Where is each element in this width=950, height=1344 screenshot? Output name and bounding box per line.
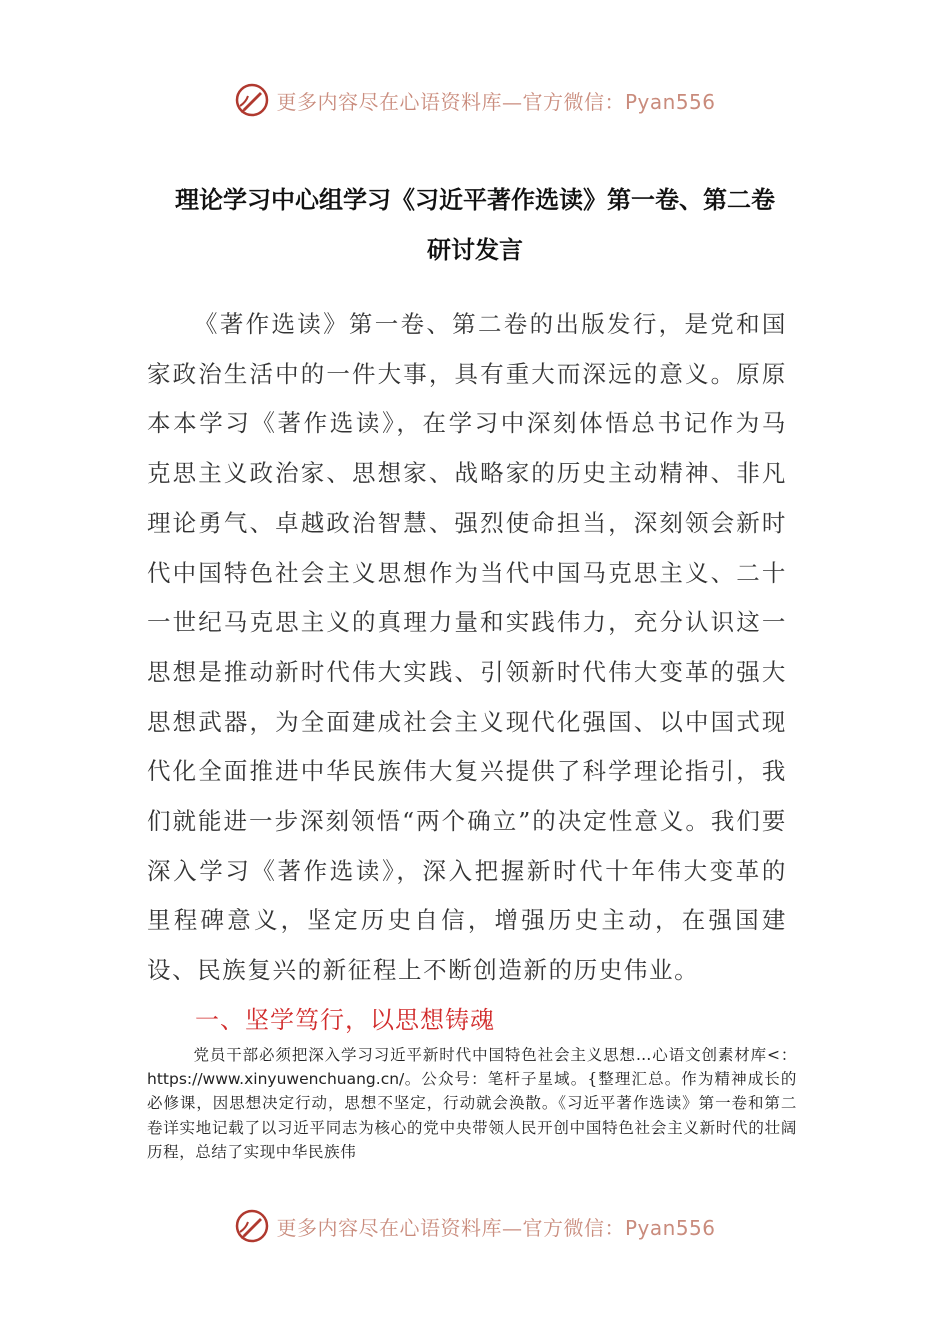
pen-logo-icon: [234, 1208, 270, 1244]
body-paragraph-2: 党员干部必须把深入学习习近平新时代中国特色社会主义思想…心语文创素材库<：https://www.xinyuwenchuang.cn/。公众号：笔杆子星域。{整理汇总。作为精神成长的必修课，因思想决定行动，思想不坚定，行动就会涣散。《习近平著作选读》第一卷和第二卷详实地记载了以习近平同志为核心的党中央带领人民开创中国特色社会主义新时代的壮阔历程，总结了实现中华民族伟: [147, 1046, 797, 1161]
body-paragraph-1: 《著作选读》第一卷、第二卷的出版发行，是党和国家政治生活中的一件大事，具有重大而深远的意义。原原本本学习《著作选读》，在学习中深刻体悟总书记作为马克思主义政治家、思想家、战略家的历史主动精神、非凡理论勇气、卓越政治智慧、强烈使命担当，深刻领会新时代中国特色社会主义思想作为当代中国马克思主义、二十一世纪马克思主义的真理力量和实践伟力，充分认识这一思想是推动新时代伟大实践、引领新时代伟大变革的强大思想武器，为全面建成社会主义现代化强国、以中国式现代化全面推进中华民族伟大复兴提供了科学理论指引，我们就能进一步深刻领悟“两个确立”的决定性意义。我们要深入学习《著作选读》，深入把握新时代十年伟大变革的里程碑意义，坚定历史自信，增强历史主动，在强国建设、民族复兴的新征程上不断创造新的历史伟业。: [147, 310, 787, 985]
header-banner: [0, 82, 950, 118]
footer-banner: [0, 1208, 950, 1244]
document-title-line-2: 研讨发言: [427, 236, 523, 264]
banner-text: 更多内容尽在心语资料库—官方微信：Pyan556: [276, 1215, 716, 1240]
website-link[interactable]: https://www.xinyuwenchuang.cn/: [147, 1070, 405, 1089]
banner-text: 更多内容尽在心语资料库—官方微信：Pyan556: [276, 89, 716, 114]
section-heading-1: 一、坚学笃行，以思想铸魂: [195, 1006, 495, 1034]
banner-handle: Pyan556: [624, 89, 716, 114]
pen-logo-icon: [234, 82, 270, 118]
banner-handle: Pyan556: [624, 1215, 716, 1240]
document-title-line-1: 理论学习中心组学习《习近平著作选读》第一卷、第二卷: [175, 186, 775, 214]
